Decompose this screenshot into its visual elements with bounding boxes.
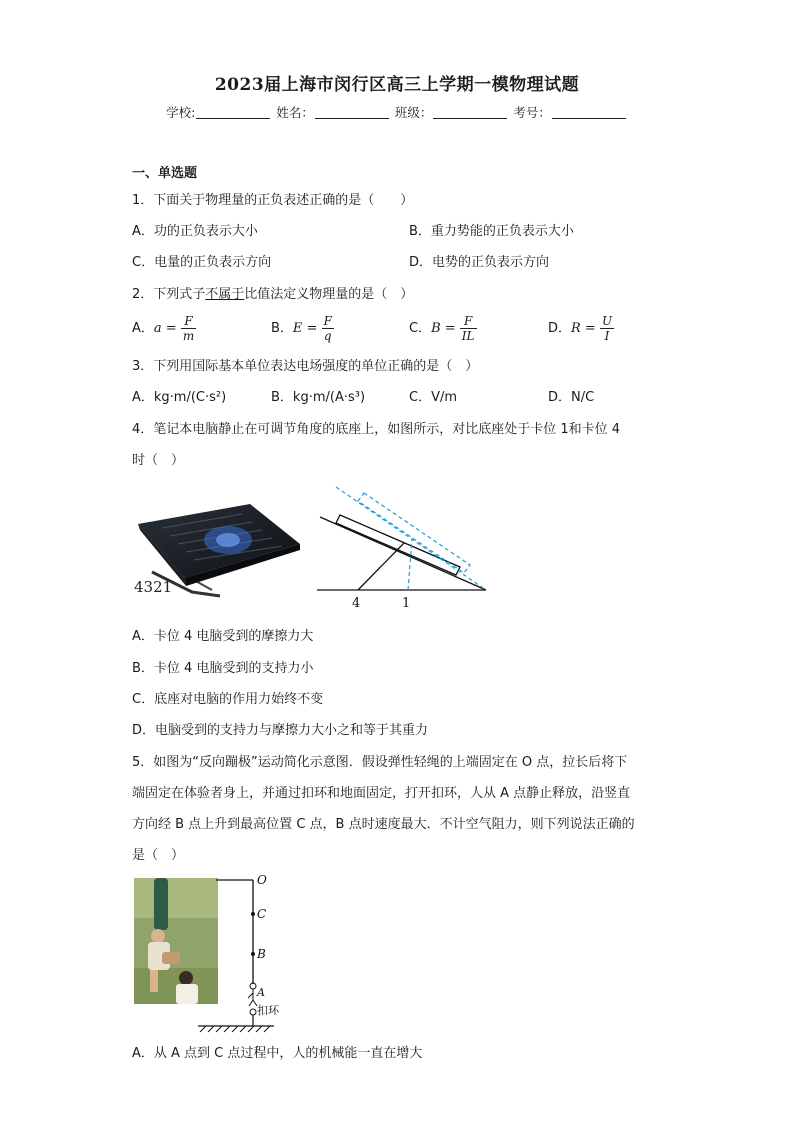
q4-option-b: B．卡位 4 电脑受到的支持力小 — [132, 661, 314, 676]
q2-stem — [132, 287, 413, 303]
q2-option-c: C．B = $\frac{F}{IL}$ — [409, 314, 475, 343]
q5-stem-line4: 是（ ） — [132, 848, 185, 863]
school-label: 学校: — [166, 105, 196, 120]
q5-stem-line1: 5．如图为“反向蹦极”运动简化示意图．假设弹性轻绳的上端固定在 O 点，拉长后将下 — [132, 755, 628, 770]
label-buckle: 扣环 — [257, 1004, 279, 1017]
name-label: 姓名： — [276, 105, 314, 120]
name-blank[interactable] — [315, 106, 389, 119]
label-O: O — [257, 873, 267, 887]
school-blank[interactable] — [196, 106, 270, 119]
slot-4-label: 4 — [352, 596, 361, 611]
q3-stem: 3．下列用国际基本单位表达电场强度的单位正确的是（ ） — [132, 359, 479, 374]
q2-b-fraction: $\frac{F}{q}$ — [323, 314, 332, 343]
q1-option-a: A．功的正负表示大小 — [132, 224, 258, 239]
q4-stem-line2: 时（ ） — [132, 453, 185, 468]
exam-no-blank[interactable] — [552, 106, 626, 119]
q5-stem-line3: 方向经 B 点上升到最高位置 C 点，B 点时速度最大．不计空气阻力，则下列说法正确的 — [132, 817, 635, 832]
q2-option-d: D．R = $\frac{U}{I}$ — [548, 314, 613, 343]
student-info-line — [0, 103, 794, 121]
q1-stem: 1．下面关于物理量的正负表述正确的是（ ） — [132, 193, 414, 208]
section-heading: 一、单选题 — [132, 166, 198, 181]
q2-option-b: B．E = $\frac{F}{q}$ — [271, 314, 332, 343]
q1-option-c: C．电量的正负表示方向 — [132, 255, 272, 270]
class-blank[interactable] — [433, 106, 507, 119]
label-C: C — [257, 907, 267, 921]
q3-option-b: B．kg·m/(A·s³) — [271, 390, 366, 405]
q4-option-c: C．底座对电脑的作用力始终不变 — [132, 692, 324, 707]
slot-labels: 4321 — [134, 578, 173, 596]
q2-stem-emphasis: 不属于 — [205, 287, 245, 302]
q4-option-a: A．卡位 4 电脑受到的摩擦力大 — [132, 629, 314, 644]
q2-d-fraction: $\frac{U}{I}$ — [601, 314, 613, 343]
q3-option-c: C．V/m — [409, 390, 458, 405]
q4-option-d: D．电脑受到的支持力与摩擦力大小之和等于其重力 — [132, 723, 429, 738]
laptop-stand-photo — [132, 500, 310, 602]
exam-no-label: 考号： — [513, 105, 551, 120]
q5-stem-line2: 端固定在体验者身上，并通过扣环和地面固定，打开扣环，人从 A 点静止释放，沿竖直 — [132, 786, 631, 801]
q2-c-fraction: $\frac{F}{IL}$ — [461, 314, 475, 343]
q2-a-fraction: $\frac{F}{m}$ — [182, 314, 195, 343]
class-label: 班级： — [394, 105, 433, 120]
q3-option-d: D．N/C — [548, 390, 595, 405]
label-B: B — [257, 947, 266, 961]
q1-option-b: B．重力势能的正负表示大小 — [409, 224, 574, 239]
q2-stem-post: 比值法定义物理量的是（ ） — [244, 287, 414, 302]
q2-option-a: A．a = $\frac{F}{m}$ — [132, 314, 195, 343]
label-A: A — [257, 986, 265, 999]
stand-angle-diagram — [312, 483, 490, 613]
slot-1-label: 1 — [402, 596, 411, 611]
q4-stem-line1: 4．笔记本电脑静止在可调节角度的底座上，如图所示，对比底座处于卡位 1和卡位 4 — [132, 422, 621, 437]
bungee-schematic — [196, 872, 296, 1040]
q2-stem-pre: 2．下列式子 — [132, 287, 206, 302]
exam-title: 2023届上海市闵行区高三上学期一模物理试题 — [214, 75, 580, 95]
q5-option-a: A．从 A 点到 C 点过程中，人的机械能一直在增大 — [132, 1046, 423, 1061]
q1-option-d: D．电势的正负表示方向 — [409, 255, 550, 270]
q3-option-a: A．kg·m/(C·s²) — [132, 390, 227, 405]
